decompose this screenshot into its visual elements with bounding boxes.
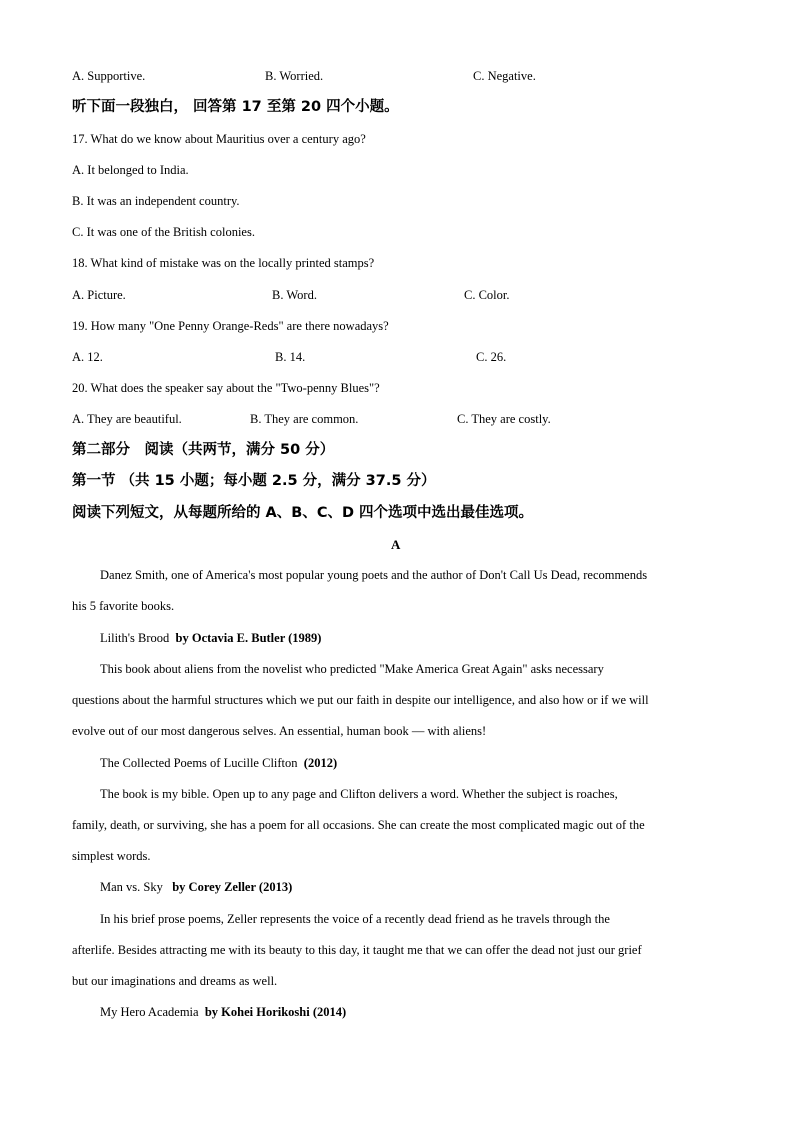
q17-option-a: A. It belonged to India. [72, 163, 189, 177]
q19-question: 19. How many "One Penny Orange-Reds" are there nowadays? [72, 319, 389, 333]
q20-option-a: A. They are beautiful. [72, 412, 182, 426]
book-title [100, 755, 337, 771]
book-3-text-3: but our imaginations and dreams as well. [72, 974, 278, 988]
book-3-byline: by Corey Zeller (2013) [172, 880, 293, 894]
q16-option-c: C. Negative. [473, 69, 536, 83]
q18-option-c: C. Color. [464, 288, 510, 302]
book-1-text-3: evolve out of our most dangerous selves. An essential, human book — with aliens! [72, 724, 487, 738]
book-1-byline: by Octavia E. Butler (1989) [175, 631, 322, 645]
q19-option-c: C. 26. [476, 350, 507, 364]
book-1-title: Lilith's Brood [100, 631, 170, 645]
q20-option-c: C. They are costly. [457, 412, 551, 426]
book-3-title: Man vs. Sky [100, 880, 163, 894]
q20-option-b: B. They are common. [250, 412, 359, 426]
book-title [100, 630, 321, 646]
section1-heading: 第一节 （共 15 小题；每小题 2.5 分，满分 37.5 分） [72, 473, 436, 489]
q20-question: 20. What does the speaker say about the "Two-penny Blues"? [72, 381, 380, 395]
book-3-text-1: In his brief prose poems, Zeller represents the voice of a recently dead friend as he travels through the [100, 912, 610, 926]
q16-option-b: B. Worried. [265, 69, 324, 83]
book-1-text-1: This book about aliens from the novelist who predicted "Make America Great Again" asks necessary [100, 662, 604, 676]
book-2-title: The Collected Poems of Lucille Clifton [100, 756, 298, 770]
passage-label: A [391, 537, 401, 552]
intro-line-1: Danez Smith, one of America's most popular young poets and the author of Don't Call Us Dead, recommends [100, 568, 648, 582]
q18-option-a: A. Picture. [72, 288, 126, 302]
book-2-text-3: simplest words. [72, 849, 151, 863]
book-4-byline: by Kohei Horikoshi (2014) [204, 1005, 347, 1019]
book-2-byline: (2012) [303, 756, 338, 770]
q17-option-b: B. It was an independent country. [72, 194, 240, 208]
q17-option-c: C. It was one of the British colonies. [72, 225, 255, 239]
book-4-title: My Hero Academia [100, 1005, 199, 1019]
q18-option-b: B. Word. [272, 288, 317, 302]
part2-heading: 第二部分 阅读（共两节，满分 50 分） [72, 442, 335, 458]
q19-option-a: A. 12. [72, 350, 103, 364]
q18-question: 18. What kind of mistake was on the locally printed stamps? [72, 256, 375, 270]
intro-line-2: his 5 favorite books. [72, 599, 175, 613]
reading-instruction: 阅读下列短文，从每题所给的 A、B、C、D 四个选项中选出最佳选项。 [72, 505, 534, 521]
q19-option-b: B. 14. [275, 350, 306, 364]
book-2-text-1: The book is my bible. Open up to any page and Clifton delivers a word. Whether the subject is roaches, [100, 787, 618, 801]
q17-question: 17. What do we know about Mauritius over a century ago? [72, 132, 366, 146]
book-1-text-2: questions about the harmful structures which we put our faith in despite our intelligence, and also how or if we will [72, 693, 649, 707]
book-3-text-2: afterlife. Besides attracting me with its beauty to this day, it taught me that we can offer the dead not just our grief [72, 943, 642, 957]
book-title [100, 879, 292, 895]
monologue-heading: 听下面一段独白， 回答第 17 至第 20 四个小题。 [72, 99, 399, 115]
book-title [100, 1004, 346, 1020]
book-2-text-2: family, death, or surviving, she has a poem for all occasions. She can create the most complicated magic out of the [72, 818, 645, 832]
q16-option-a: A. Supportive. [72, 69, 146, 83]
